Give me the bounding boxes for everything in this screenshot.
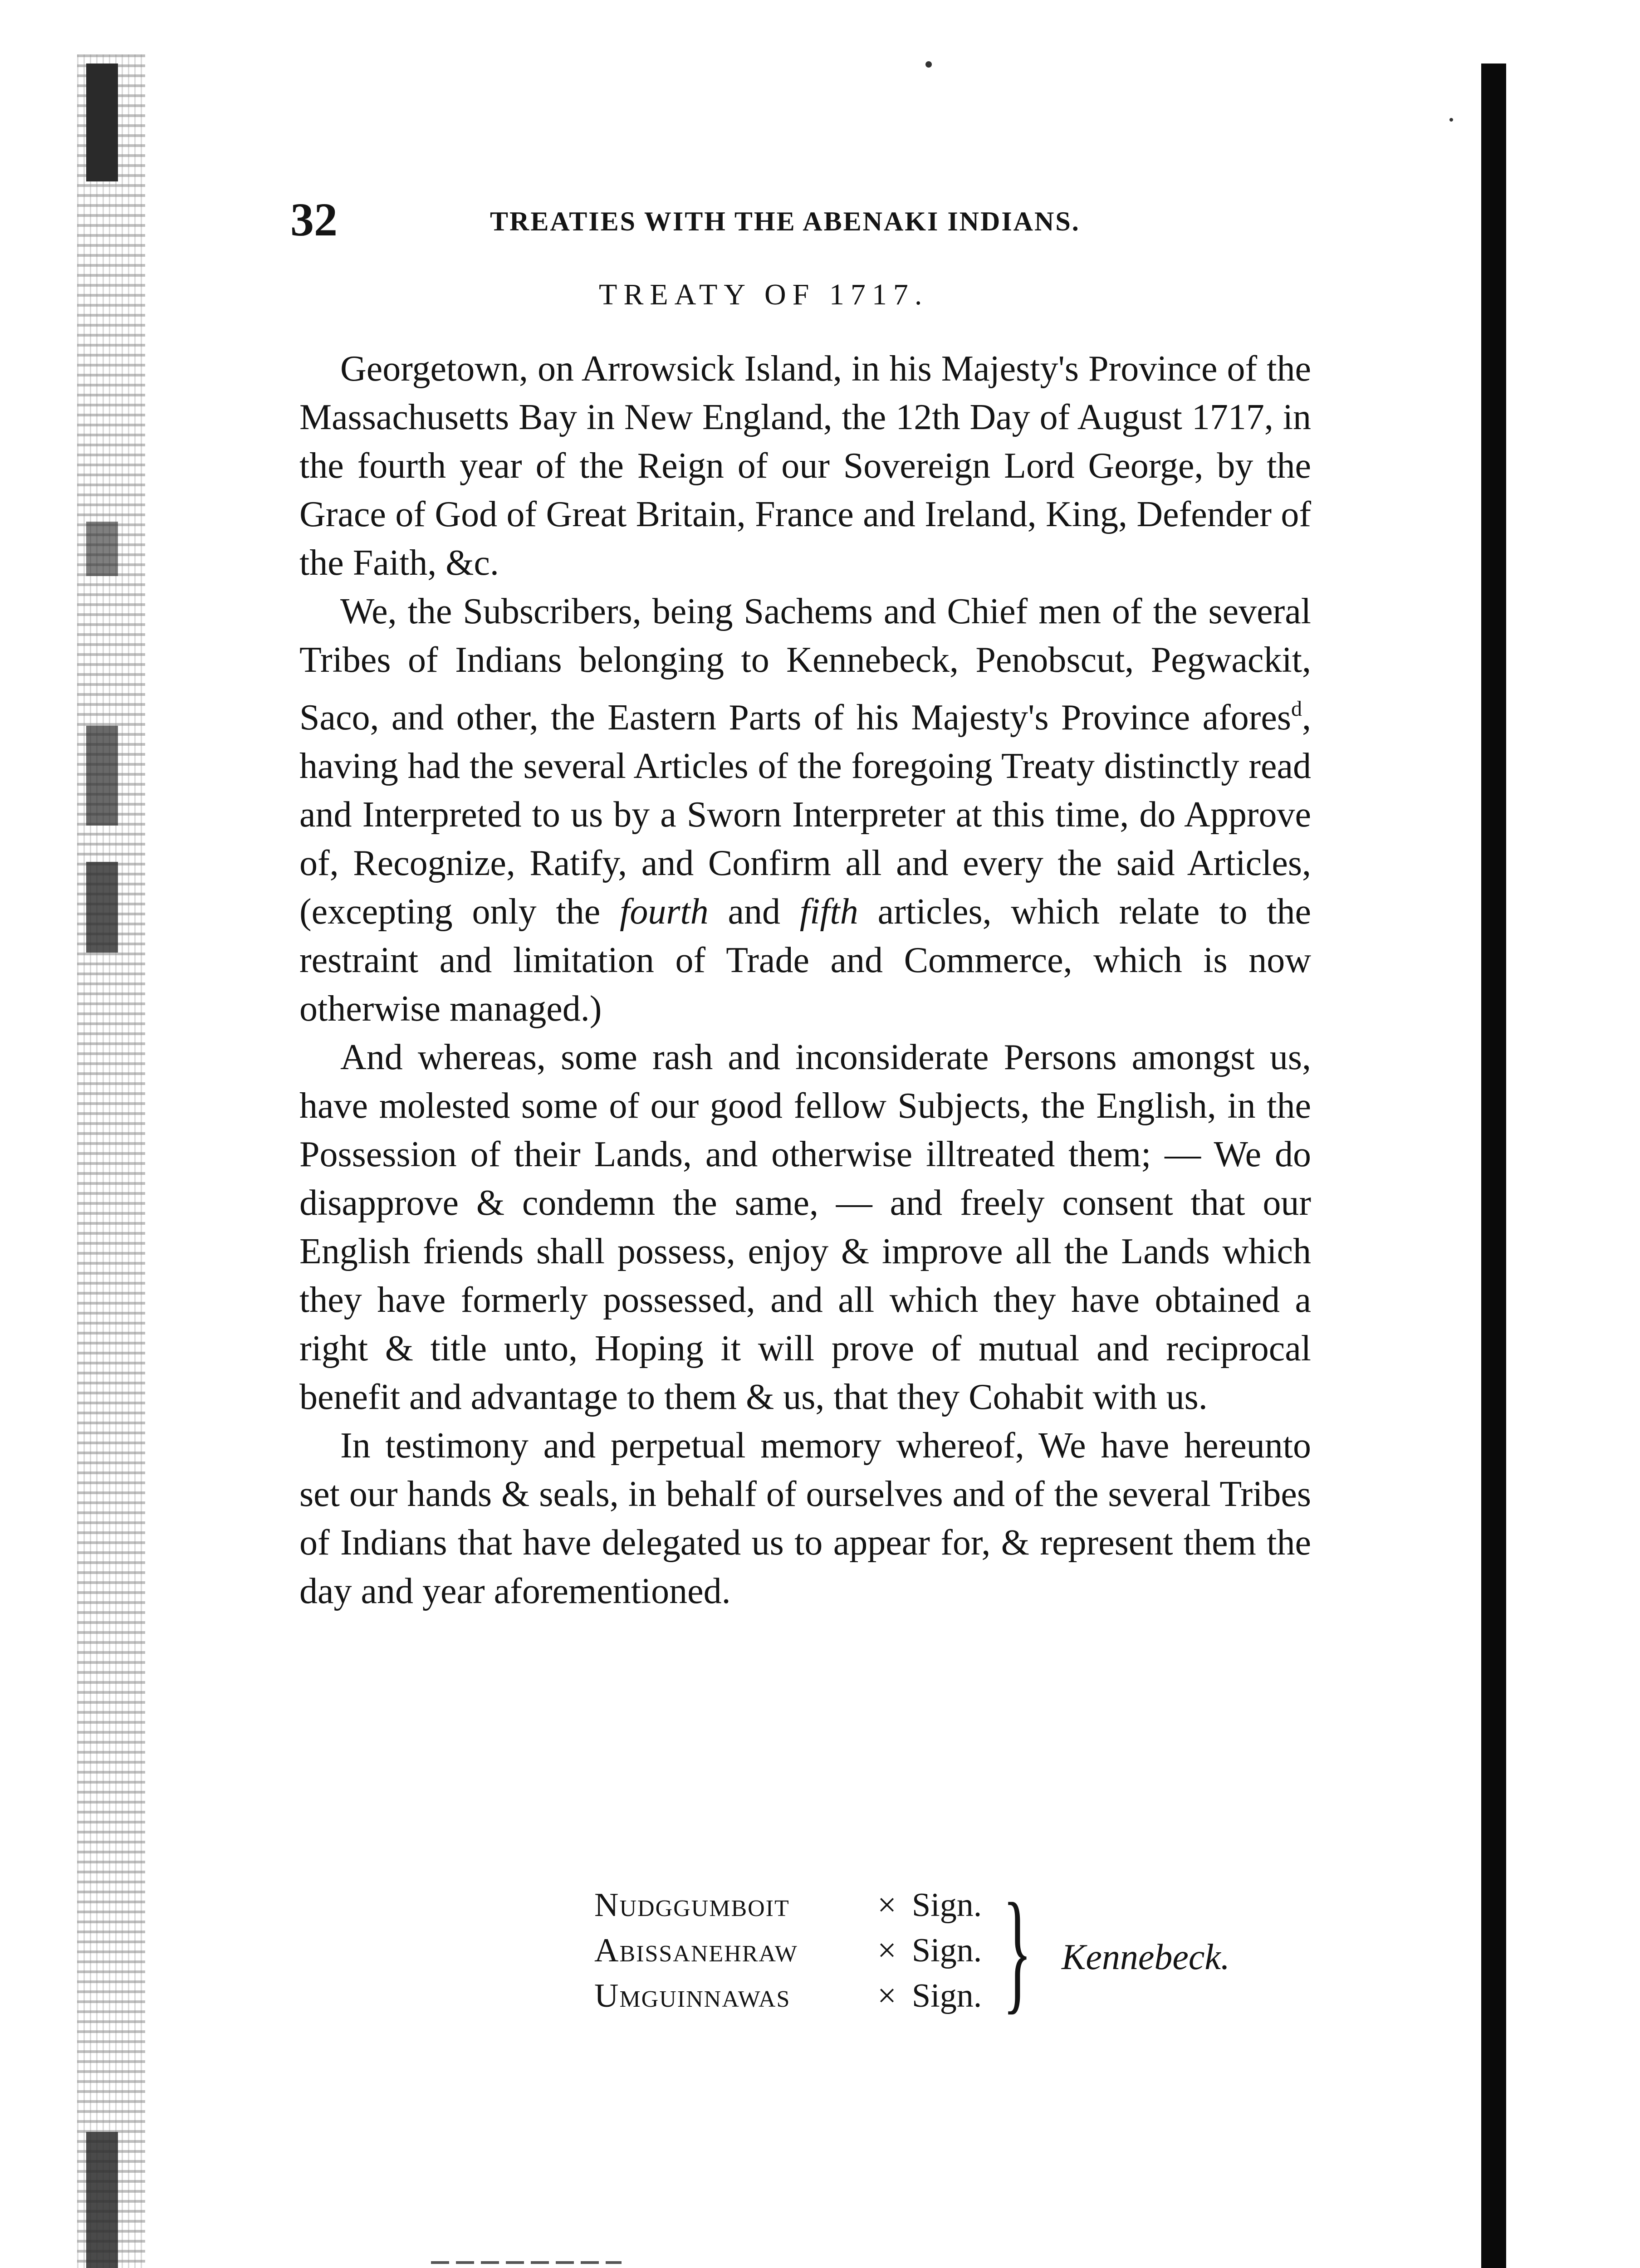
tribe-name: Kennebeck. xyxy=(1062,1937,1230,1977)
signature-row xyxy=(594,1928,982,1973)
left-binding-shadow xyxy=(77,54,145,2268)
paragraph-text: and xyxy=(708,892,800,932)
signature-row xyxy=(594,1973,982,2019)
signature-mark: × xyxy=(877,1932,896,1969)
signature-mark: × xyxy=(877,1977,896,2014)
binding-mark xyxy=(86,64,118,181)
sign-label: Sign. xyxy=(912,1977,982,2014)
section-title: TREATY OF 1717. xyxy=(599,278,929,311)
grouping-brace: } xyxy=(1003,1875,1032,2026)
binding-mark xyxy=(86,862,118,953)
binding-mark xyxy=(86,2132,118,2268)
signature-mark: × xyxy=(877,1887,896,1924)
signatory-name: Nudggumboit xyxy=(594,1887,790,1924)
binding-mark xyxy=(86,522,118,576)
sign-label: Sign. xyxy=(912,1932,982,1969)
paragraph-text: articles, which relate to the restraint and limitation of Trade and Commerce, which is now otherwise managed.) xyxy=(299,892,1312,1029)
paragraph-ratification xyxy=(299,587,1311,1033)
italic-word: fourth xyxy=(620,892,709,932)
right-page-edge xyxy=(1481,64,1506,2268)
treaty-body xyxy=(299,345,1311,1616)
signature-block xyxy=(594,1875,1320,2032)
bottom-rule xyxy=(431,2261,622,2264)
signature-row xyxy=(594,1882,982,1928)
sign-label: Sign. xyxy=(912,1887,982,1924)
paragraph-lands: And whereas, some rash and inconsiderate Persons amongst us, have molested some of our good fellow Subjects, the English, in the Possession of their Lands, and otherwise illtreated them; — We do disapprove & condemn the same, — and freely consent that our English friends shall possess, enjoy & improve all the Lands which they have formerly possessed, and all which they have obtained a right & title unto, Hoping it will prove of mutual and reciprocal benefit and advantage to them & us, that they Cohabit with us. xyxy=(299,1037,1311,1417)
running-title: TREATIES WITH THE ABENAKI INDIANS. xyxy=(490,206,1080,236)
scan-speck xyxy=(1449,118,1453,122)
paragraph-text: , having had the several Articles of the foregoing Treaty distinctly read and Interpreted to us by a Sworn Interpreter at this time, do Approve of, Recognize, Ratify, and Confirm all and every the said Articles, (excepting only the xyxy=(299,698,1311,932)
scan-speck xyxy=(925,61,932,68)
paragraph-dateline: Georgetown, on Arrowsick Island, in his Majesty's Province of the Massachusetts Bay in New England, the 12th Day of August 1717, in the fourth year of the Reign of our Sovereign Lord George, by the Grace of God of Great Britain, France and Ireland, King, Defender of the Faith, &c. xyxy=(299,349,1311,583)
paragraph-text: We, the Subscribers, being Sachems and Chief men of the several Tribes of Indians belonging to Kennebeck, Penobscut, Pegwackit, Saco, and other, the Eastern Parts of his Majesty's Province afores xyxy=(299,591,1311,738)
paragraph-testimony: In testimony and perpetual memory whereof, We have hereunto set our hands & seals, in behalf of ourselves and of the several Tribes of Indians that have delegated us to appear for, & represent them the day and year aforementioned. xyxy=(299,1426,1311,1611)
binding-mark xyxy=(86,726,118,826)
signatory-name: Umguinnawas xyxy=(594,1977,791,2014)
page-number: 32 xyxy=(290,194,338,246)
signatory-name: Abissanehraw xyxy=(594,1932,798,1969)
superscript: d xyxy=(1291,697,1302,721)
running-head xyxy=(290,195,1297,245)
italic-word: fifth xyxy=(799,892,858,932)
